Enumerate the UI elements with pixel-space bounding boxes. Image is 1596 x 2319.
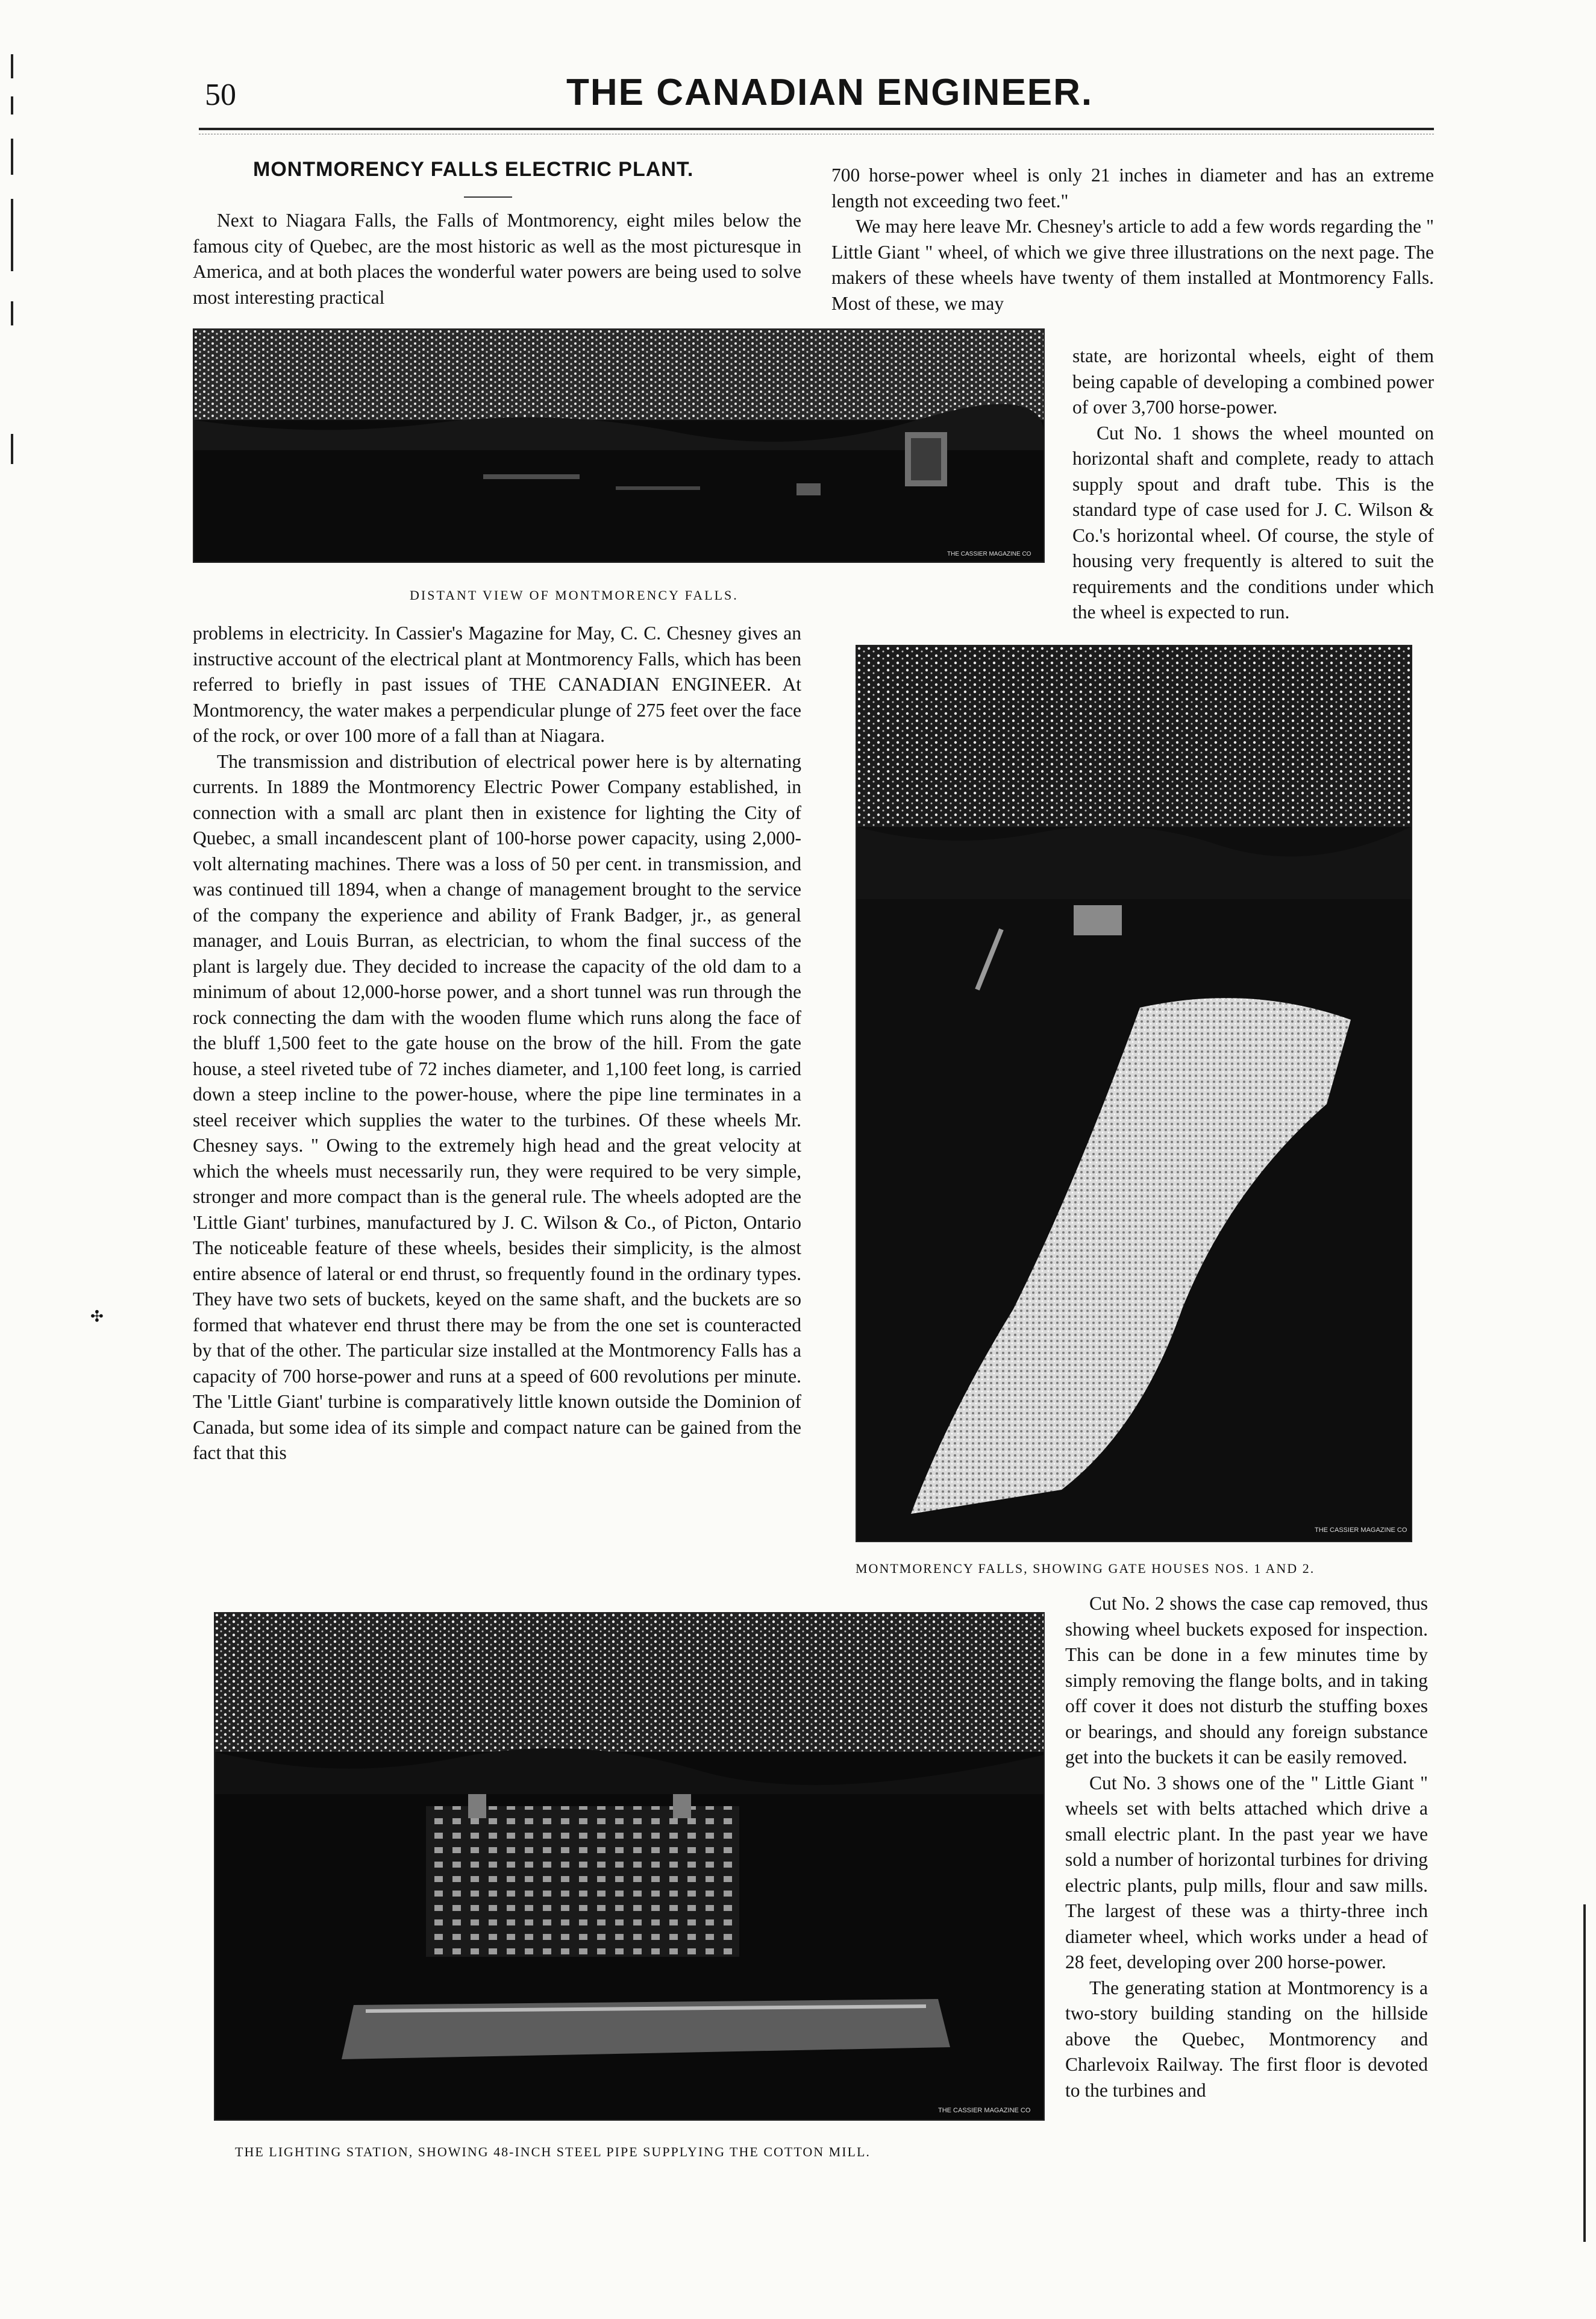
header-rule [199, 128, 1434, 130]
margin-mark [1583, 1904, 1586, 2242]
paragraph: The generating station at Montmorency is a two-story building standing on the hillside above the Quebec, Montmorency and Charlevoix Railway. The first floor is devoted to the turbines and [1065, 1977, 1428, 2101]
right-column-top [831, 163, 1434, 316]
figure-caption-3: THE LIGHTING STATION, SHOWING 48-INCH STEEL PIPE SUPPLYING THE COTTON MILL. [235, 2144, 871, 2159]
intro-paragraph [193, 208, 801, 310]
photo-credit: THE CASSIER MAGAZINE CO [1315, 1527, 1407, 1534]
journal-title: THE CANADIAN ENGINEER. [566, 72, 1094, 113]
paragraph: Next to Niagara Falls, the Falls of Montmorency, eight miles below the famous city of Quebec, are the most historic as well as the most picturesque in America, and at both places the wonderful water powers are being used to solve most interesting practical [193, 210, 801, 308]
margin-mark [11, 301, 13, 325]
paragraph: 700 horse-power wheel is only 21 inches in diameter and has an extreme length not exceeding two feet." [831, 165, 1434, 212]
paragraph: Cut No. 1 shows the wheel mounted on horizontal shaft and complete, ready to attach supply spout and draft tube. This is the standard type of case used for J. C. Wilson & Co.'s horizontal wheel. Of course, the style of housing very frequently is altered to suit the requirements and the conditions under which the wheel is expected to run. [1072, 422, 1434, 623]
margin-mark [11, 199, 13, 271]
photo-credit: THE CASSIER MAGAZINE CO [947, 551, 1031, 557]
page-number: 50 [205, 78, 236, 112]
paragraph: Cut No. 2 shows the case cap removed, thus showing wheel buckets exposed for inspection. This can be done in a few minutes time by simply removing the flange bolts, and in taking off cover it does not disturb the stuffing boxes or bearings, and should any foreign substance get into the buckets it can be easily removed. [1065, 1593, 1428, 1768]
right-column-narrow [1072, 344, 1434, 626]
margin-mark [11, 434, 13, 464]
figure-caption-2: MONTMORENCY FALLS, SHOWING GATE HOUSES NOS. 1 AND 2. [856, 1561, 1315, 1576]
paragraph: Cut No. 3 shows one of the " Little Giant " wheels set with belts attached which drive a small electric plant. In the past year we have sold a number of horizontal turbines for driving electric plants, pulp mills, flour and saw mills. The largest of these was a thirty-three inch diameter wheel, which works under a head of 28 feet, developing over 200 horse-power. [1065, 1772, 1428, 1972]
margin-mark [11, 54, 13, 78]
paragraph: We may here leave Mr. Chesney's article to add a few words regarding the " Little Giant " wheel, of which we give three illustrations on the next page. The makers of these wheels have twenty of them installed at Montmorency Falls. Most of these, we may [831, 216, 1434, 314]
paragraph: problems in electricity. In Cassier's Magazine for May, C. C. Chesney gives an instructive account of the electrical plant at Montmorency Falls, which has been referred to briefly in past issues of THE CANADIAN ENGINEER. At Montmorency, the water makes a perpendicular plunge of 275 feet over the face of the rock, or over 100 more of a fall than at Niagara. [193, 623, 801, 746]
falls-image [857, 646, 1411, 1541]
paragraph: state, are horizontal wheels, eight of them being capable of developing a combined power of over 3,700 horse-power. [1072, 345, 1434, 418]
photo-lighting-station [214, 1612, 1045, 2121]
distant-view-image [194, 330, 1044, 562]
stray-mark-icon: ✣ [90, 1308, 104, 1325]
margin-mark [11, 139, 13, 175]
heading-rule [464, 196, 512, 198]
right-column-bottom [1065, 1591, 1428, 2103]
lighting-station-image [215, 1613, 1044, 2120]
margin-mark [11, 96, 13, 115]
paragraph: The transmission and distribution of electrical power here is by alternating currents. In 1889 the Montmorency Electric Power Company established, in connection with a small arc plant then in existence for lighting the City of Quebec, a small incandescent plant of 100-horse power capacity, using 2,000-volt alternating machines. There was a loss of 50 per cent. in transmission, and was continued till 1894, when a change of management brought to the service of the company the experience and ability of Frank Badger, jr., as general manager, and Louis Burran, as electrician, to whom the final success of the plant is largely due. They decided to increase the capacity of the old dam to a minimum of about 12,000-horse power, and a short tunnel was run through the rock connecting the dam with the wooden flume which runs along the face of the bluff 1,500 feet to the gate house on the brow of the hill. From the gate house, a steel riveted tube of 72 inches diameter, and 1,100 feet long, is carried down a steep incline to the power-house, where the pipe line terminates in a steel receiver which supplies the water to the turbines. Of these wheels Mr. Chesney says. " Owing to the extremely high head and the great velocity at which the wheels must necessarily run, they were required to be very simple, stronger and more compact than is the general rule. The wheels adopted are the 'Little Giant' turbines, manufactured by J. C. Wilson & Co., of Picton, Ontario The noticeable feature of these wheels, besides their simplicity, is the almost entire absence of lateral or end thrust, so frequently found in the ordinary types. They have two sets of buckets, keyed on the same shaft, and the buckets are so formed that whatever end thrust there may be from the one set is counteracted by that of the other. The particular size installed at the Montmorency Falls has a capacity of 700 horse-power and runs at a speed of 600 revolutions per minute. The 'Little Giant' turbine is comparatively little known outside the Dominion of Canada, but some idea of its simple and compact nature can be gained from the fact that this [193, 750, 801, 1463]
photo-distant-view [193, 328, 1045, 563]
figure-caption-1: DISTANT VIEW OF MONTMORENCY FALLS. [410, 588, 739, 603]
photo-credit: THE CASSIER MAGAZINE CO [938, 2107, 1031, 2114]
photo-falls-gate-houses [856, 645, 1412, 1542]
article-heading: MONTMORENCY FALLS ELECTRIC PLANT. [253, 158, 694, 181]
left-column [193, 621, 801, 1466]
